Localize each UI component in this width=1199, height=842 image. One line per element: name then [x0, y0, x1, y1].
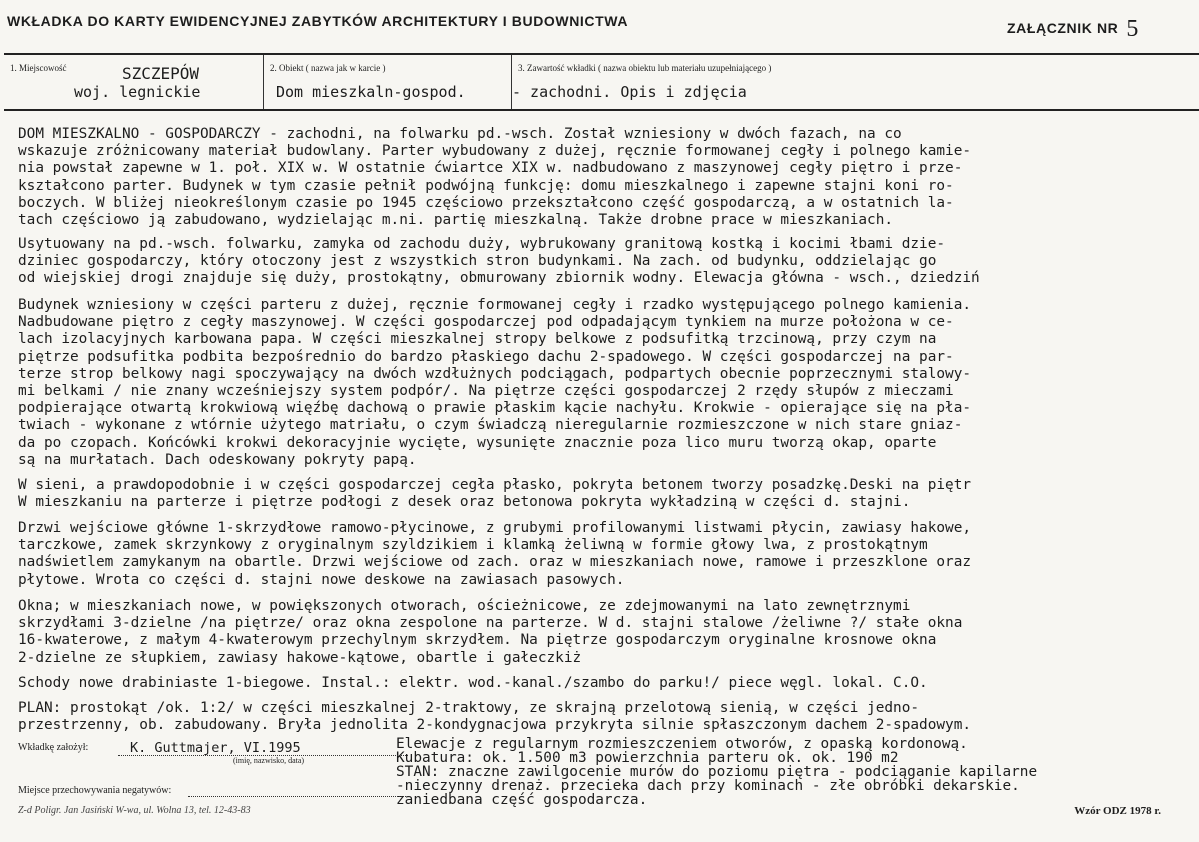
text-line: Usytuowany na pd.-wsch. folwarku, zamyka od zachodu duży, wybrukowany granitową kostką i kocimi łbami dzie- — [18, 236, 946, 252]
attachment-number: 5 — [1126, 16, 1139, 42]
text-line: płytowe. Wrota co części d. stajni nowe deskowe na zawiasach pasowych. — [18, 571, 625, 588]
paragraph-windows — [18, 598, 1193, 667]
text-line: DOM MIESZKALNO - GOSPODARCZY - zachodni, na folwarku pd.-wsch. Został wzniesiony w dwóch fazach, na co — [18, 126, 902, 142]
field-object-label: 2. Obiekt ( nazwa jak w karcie ) — [270, 63, 386, 73]
text-line: W sieni, a prawdopodobnie i w części gospodarczej cegła płasko, pokryta betonem tworzy posadzkę.Deski na piętr — [18, 477, 972, 493]
field-contents-label: 3. Zawartość wkładki ( nazwa obiektu lub materiału uzupełniającego ) — [518, 63, 772, 73]
field-locality-value: SZCZEPÓW — [122, 64, 200, 83]
header-fields-table — [4, 53, 1199, 111]
text-line: 2-dzielne ze słupkiem, zawiasy hakowe-kątowe, obartle i gałeczkiż — [18, 649, 582, 666]
field-object-value: Dom mieszkaln-gospod. — [276, 83, 466, 101]
paragraph-floors — [18, 477, 1193, 511]
paragraph-construction — [18, 297, 1193, 469]
text-line: mi belkami / nie znany wcześniejszy system podpór/. Na piętrze części gospodarczej 2 rzędy słupów z mieczami — [18, 383, 954, 400]
text-line: -nieczynny drenaż. przecieka dach przy kominach - złe obróbki dekarskie. — [396, 778, 1020, 794]
form-code: Wzór ODZ 1978 r. — [1074, 805, 1161, 817]
founder-label: Wkładkę założył: — [18, 742, 89, 753]
text-line: dziniec gospodarczy, który otoczony jest z wszystkich stron budynkami. Na zach. od budynku, oddzielając go — [18, 253, 937, 270]
field-contents — [511, 55, 1199, 109]
text-line: W mieszkaniu na parterze i piętrze podłogi z desek oraz betonowa pokryta wykładziną w części d. stajni. — [18, 494, 911, 511]
paragraph-elevation-state — [396, 737, 1196, 807]
text-line: Budynek wzniesiony w części parteru z dużej, ręcznie formowanej cegły i rzadko występującego polnego kamienia. — [18, 297, 972, 313]
text-line: skrzydłami 3-dzielne /na piętrze/ oraz okna zespolone na parterze. W d. stajni stalowe /żeliwne ?/ stałe okna — [18, 615, 963, 632]
paragraph-history — [18, 126, 1193, 229]
text-line: tarczkowe, zamek skrzynkowy z oryginalnym szyldzikiem i klamką żeliwną w formie głowy lwa, z prostokątnym — [18, 537, 928, 554]
text-line: tach częściowo ją zabudowano, wydzielając m.ni. partię mieszkalną. Także drobne prace w mieszkaniach. — [18, 212, 894, 229]
field-locality — [4, 55, 264, 109]
text-line: piętrze podsufitka podbita bezpośrednio do bardzo płaskiego dachu 2-spadowego. W części gospodarczej na par- — [18, 348, 954, 365]
text-line: przestrzenny, ob. zabudowany. Bryła jednolita 2-kondygnacjowa przykryta silnie spłaszczonym dachem 2-spadowym. — [18, 717, 972, 734]
field-voivodeship-value: woj. legnickie — [74, 83, 201, 101]
text-line: lach izolacyjnych karbowana papa. W części mieszkalnej stropy belkowe z podsufitką trzcinową, przy czym na — [18, 331, 937, 348]
text-line: Schody nowe drabiniaste 1-biegowe. Instal.: elektr. wod.-kanal./szambo do parku!/ piece węgl. lokal. C.O. — [18, 675, 928, 691]
text-line: Kubatura: ok. 1.500 m3 powierzchnia parteru ok. ok. 190 m2 — [396, 750, 899, 766]
text-line: boczych. W bliżej nieokreślonym czasie po 1945 częściowo przekształcono część gospodarczą, a w ostatnich la- — [18, 194, 954, 211]
text-line: PLAN: prostokąt /ok. 1:2/ w części mieszkalnej 2-traktowy, ze skrajną przelotową sienią, w części jedno- — [18, 700, 920, 716]
field-object — [263, 55, 512, 109]
printer-imprint: Z-d Poligr. Jan Jasiński W-wa, ul. Wolna 13, tel. 12-43-83 — [18, 805, 251, 816]
founder-hint: (imię, nazwisko, data) — [233, 756, 305, 765]
text-line: wskazuje zróżnicowany materiał budowlany. Parter wybudowany z dużej, ręcznie formowanej cegły i polnego kamie- — [18, 143, 972, 160]
paragraph-plan — [18, 700, 1193, 734]
negatives-dotted-line — [188, 796, 408, 797]
paragraph-stairs-installations — [18, 675, 1193, 692]
text-line: twiach - wykonane z wtórnie użytego matriału, o czym świadczą nieregularnie rozmieszczone w nich stare gniaz- — [18, 417, 963, 434]
paragraph-location — [18, 236, 1193, 288]
attachment-label — [1007, 13, 1139, 40]
text-line: nadświetlem zamykanym na obartle. Drzwi wejściowe od zach. oraz w mieszkaniach nowe, ramowe i przeszklone oraz — [18, 554, 972, 571]
text-line: nia powstał zapewne w 1. poł. XIX w. W ostatnie ćwiartce XIX w. nadbudowano z maszynowej cegły piętro i prze- — [18, 160, 963, 177]
form-title: WKŁADKA DO KARTY EWIDENCYJNEJ ZABYTKÓW ARCHITEKTURY I BUDOWNICTWA — [7, 13, 629, 29]
text-line: 16-kwaterowe, z małym 4-kwaterowym przechylnym skrzydłem. Na piętrze gospodarczym oryginalne krosnowe okna — [18, 632, 937, 649]
text-line: Elewacje z regularnym rozmieszczeniem otworów, z opaską kordonową. — [396, 736, 968, 752]
text-line: zaniedbana część gospodarcza. — [396, 792, 648, 808]
text-line: podpierające otwartą krokwiową więźbę dachową o prawie płaskim kącie nachyłu. Krokwie - opierające się na pła- — [18, 400, 972, 417]
field-locality-label: 1. Miejscowość — [10, 63, 67, 73]
text-line: kształcono parter. Budynek w tym czasie pełnił podwójną funkcję: domu mieszkalnego i zapewne stajni koni ro- — [18, 177, 954, 194]
field-contents-value: - zachodni. Opis i zdjęcia — [512, 83, 747, 101]
paragraph-doors — [18, 520, 1193, 589]
text-line: terze strop belkowy nagi spoczywający na dwóch wzdłużnych podciągach, podpartych obecnie poprzecznymi stalowy- — [18, 365, 972, 382]
founder-value: K. Guttmajer, VI.1995 — [130, 740, 301, 756]
text-line: od wiejskiej drogi znajduje się duży, prostokątny, obmurowany zbiornik wodny. Elewacja główna - wsch., dziedziń — [18, 270, 980, 287]
text-line: da po czopach. Końcówki krokwi dekoracyjnie wycięte, wysunięte znacznie poza lico muru tworzą okap, oparte — [18, 434, 937, 451]
negatives-label: Miejsce przechowywania negatywów: — [18, 785, 172, 796]
text-line: Okna; w mieszkaniach nowe, w powiększonych otworach, ościeżnicowe, ze zdejmowanymi na lato zewnętrznymi — [18, 598, 911, 614]
text-line: Nadbudowane piętro z cegły maszynowej. W części gospodarczej pod odpadającym tynkiem na murze położona w ce- — [18, 314, 954, 331]
text-line: są na murłatach. Dach odeskowany pokryty papą. — [18, 451, 417, 468]
text-line: STAN: znaczne zawilgocenie murów do poziomu piętra - podciąganie kapilarne — [396, 764, 1038, 780]
text-line: Drzwi wejściowe główne 1-skrzydłowe ramowo-płycinowe, z grubymi profilowanymi listwami płycin, zawiasy hakowe, — [18, 520, 972, 536]
attachment-label-text: ZAŁĄCZNIK NR — [1006, 20, 1119, 36]
